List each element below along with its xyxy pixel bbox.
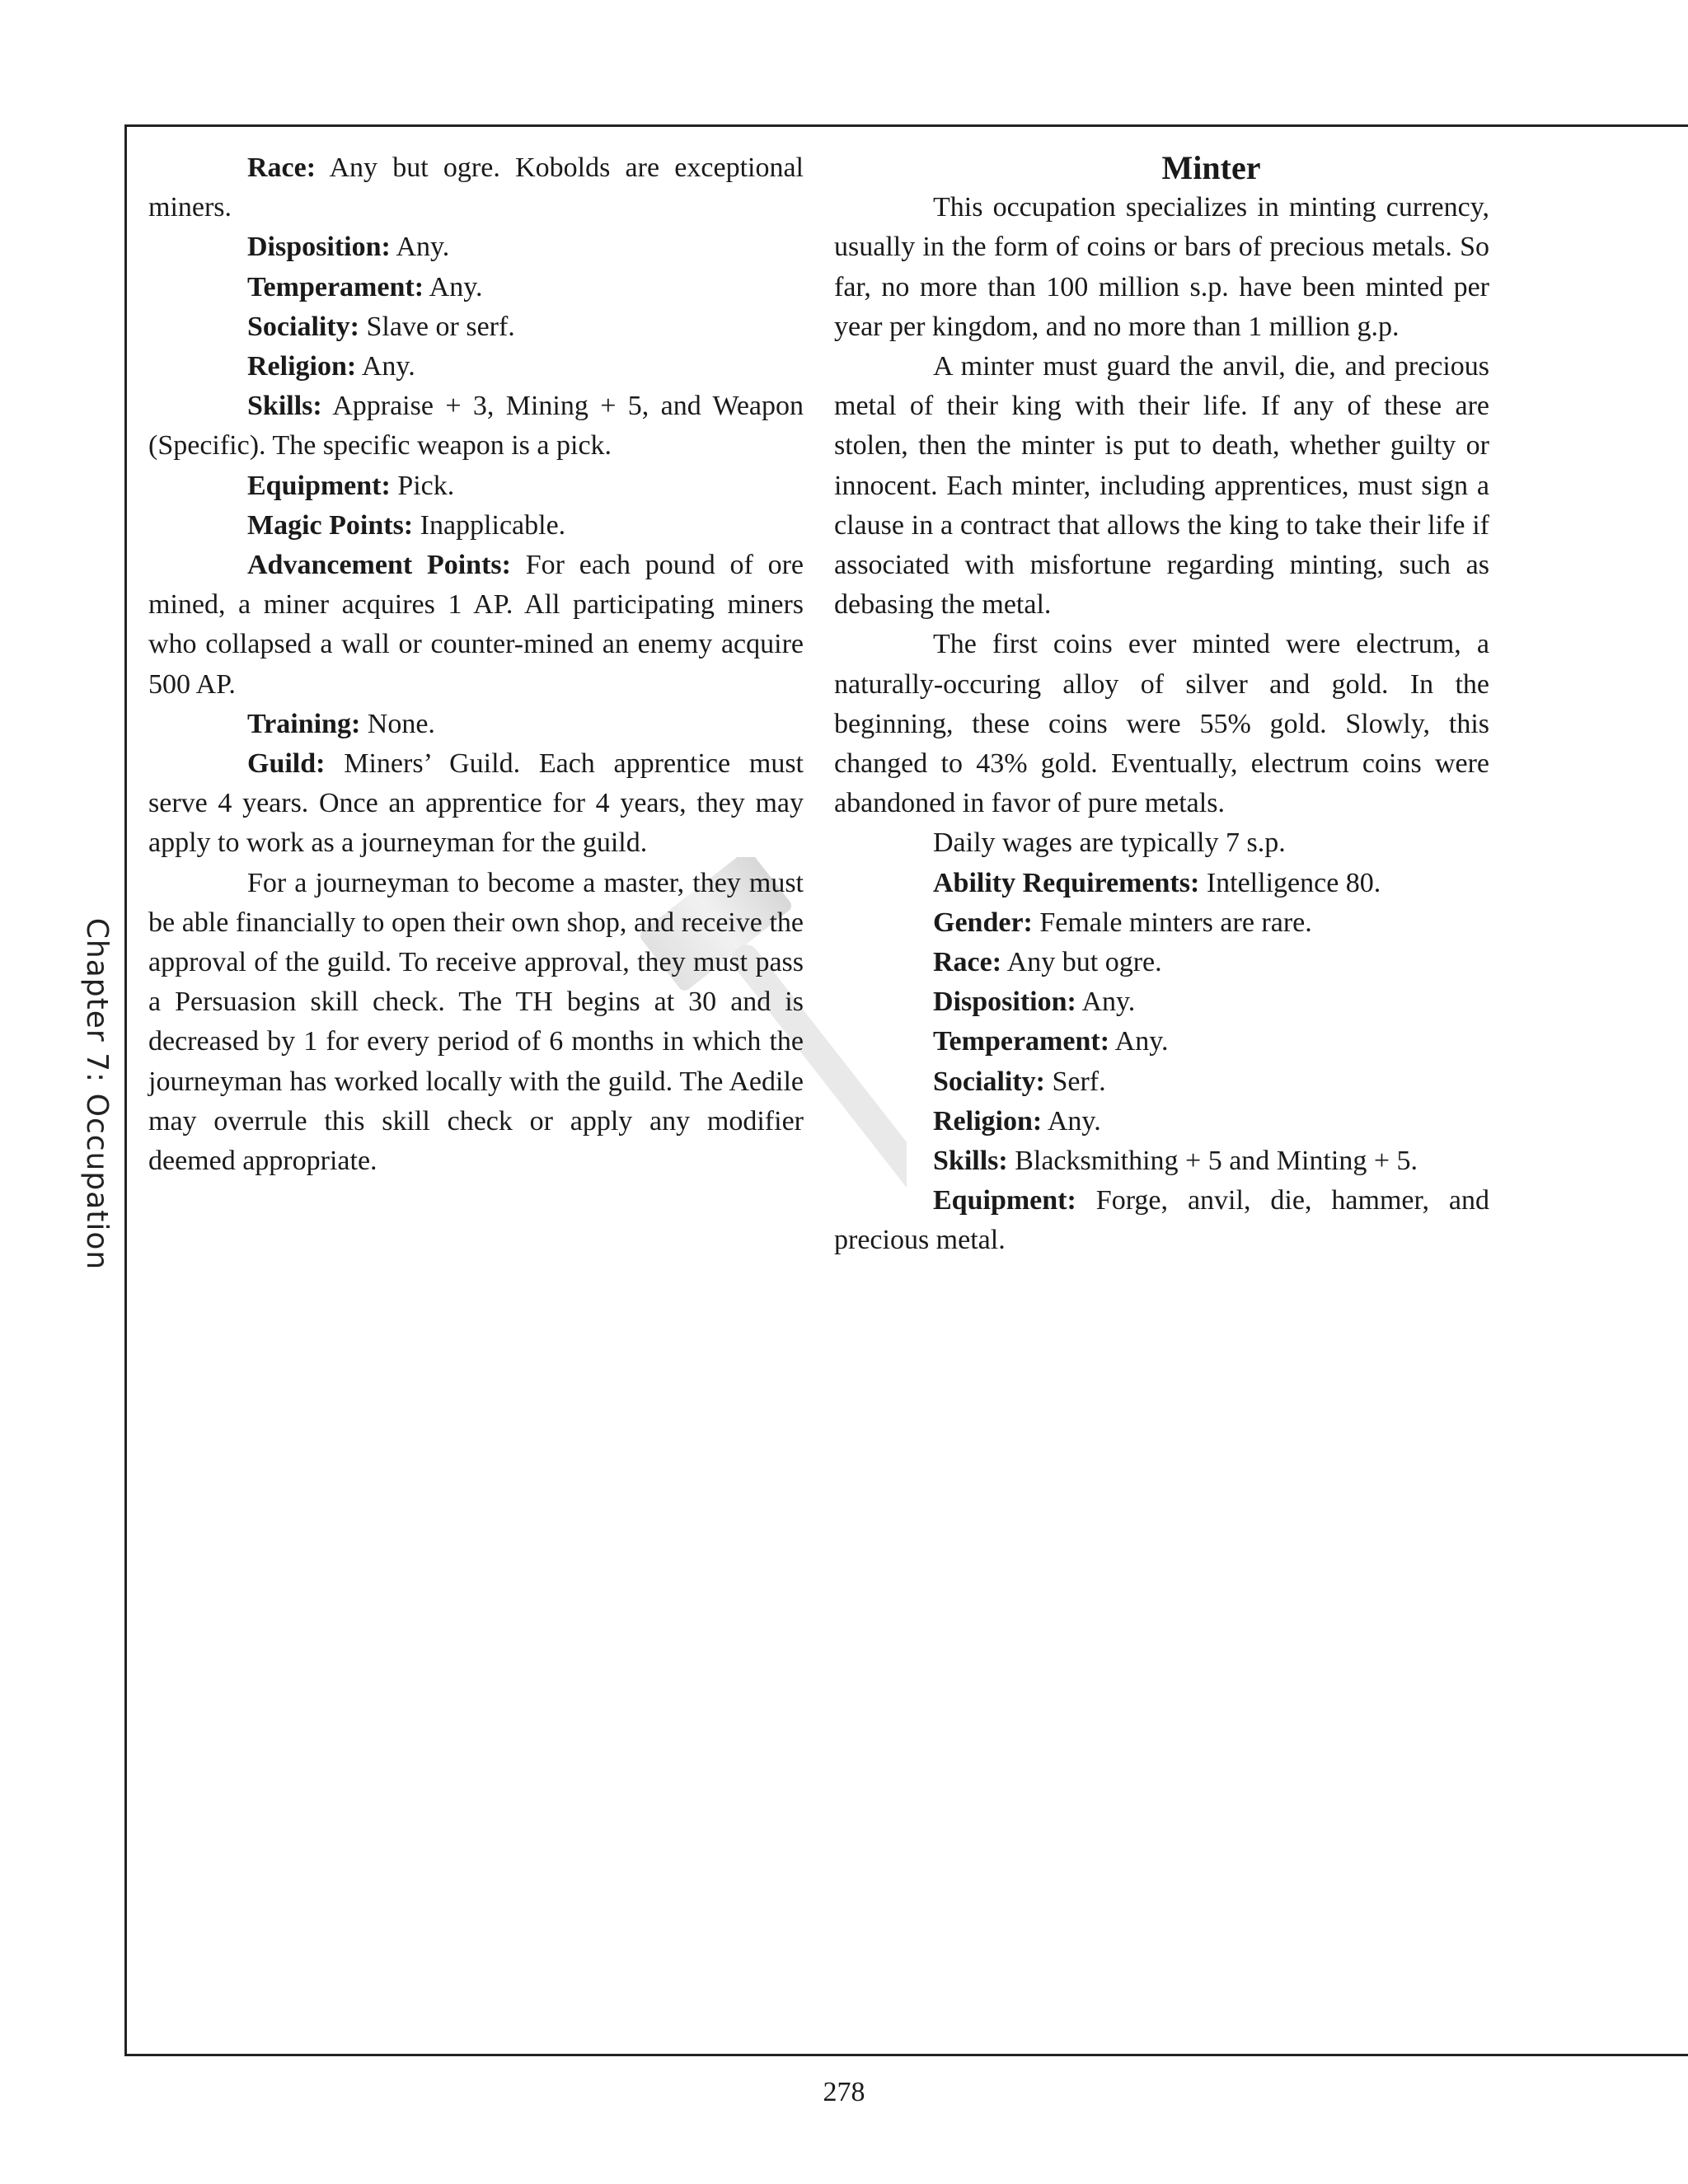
entry-religion: Religion: Any. <box>933 1105 1101 1137</box>
right-column <box>834 148 1489 1261</box>
entry-race: Race: Any but ogre. Kobolds are exceptional miners. <box>148 152 804 223</box>
paragraph-journeyman: For a journeyman to become a master, they must be able financially to open their own shop, and receive the approval of the guild. To receive approval, they must pass a Persuasion skill check. The TH begins at 30 and is decreased by 1 for every period of 6 months in which the journeyman has worked locally with the guild. The Aedile may overrule this skill check or apply any modifier deemed appropriate. <box>148 867 804 1177</box>
left-column <box>148 148 804 1181</box>
entry-religion: Religion: Any. <box>247 351 415 382</box>
entry-gender: Gender: Female minters are rare. <box>933 907 1312 938</box>
entry-training: Training: None. <box>247 708 435 739</box>
entry-temperament: Temperament: Any. <box>933 1026 1169 1057</box>
paragraph-wages: Daily wages are typically 7 s.p. <box>933 827 1286 859</box>
entry-guild: Guild: Miners’ Guild. Each apprentice must serve 4 years. Once an apprentice for 4 years, they may apply to work as a journeyman for the guild. <box>148 748 804 859</box>
page-number: 278 <box>823 2077 865 2107</box>
chapter-title: Chapter 7: Occupation <box>80 917 115 1270</box>
entry-temperament: Temperament: Any. <box>247 271 483 302</box>
entry-disposition: Disposition: Any. <box>933 987 1136 1018</box>
entry-sociality: Sociality: Serf. <box>933 1066 1106 1097</box>
paragraph-electrum: The first coins ever minted were electrum, a naturally-occuring alloy of silver and gold. In the beginning, these coins were 55% gold. Slowly, this changed to 43% gold. Eventually, electrum coins were abandoned in favor of pure metals. <box>834 629 1489 819</box>
entry-disposition: Disposition: Any. <box>247 232 450 263</box>
paragraph-guard: A minter must guard the anvil, die, and precious metal of their king with their life. If any of these are stolen, then the minter is put to death, whether guilty or innocent. Each minter, including apprentices, must sign a clause in a contract that allows the king to take their life if associated with misfortune regarding minting, such as debasing the metal. <box>834 351 1489 621</box>
entry-sociality: Sociality: Slave or serf. <box>247 311 515 342</box>
entry-race: Race: Any but ogre. <box>933 947 1162 978</box>
entry-advancement-points: Advancement Points: For each pound of ore mined, a miner acquires 1 AP. All participating miners who collapsed a wall or counter-mined an enemy acquire 500 AP. <box>148 550 804 700</box>
entry-ability-requirements: Ability Requirements: Intelligence 80. <box>933 867 1381 898</box>
paragraph-intro: This occupation specializes in minting currency, usually in the form of coins or bars of precious metals. So far, no more than 100 million s.p. have been minted per year per kingdom, and no more than 1 million g.p. <box>834 192 1489 342</box>
entry-skills: Skills: Blacksmithing + 5 and Minting + 5. <box>933 1146 1418 1177</box>
entry-equipment: Equipment: Pick. <box>247 470 455 501</box>
entry-skills: Skills: Appraise + 3, Mining + 5, and Weapon (Specific). The specific weapon is a pick. <box>148 391 804 462</box>
entry-magic-points: Magic Points: Inapplicable. <box>247 509 566 541</box>
entry-equipment: Equipment: Forge, anvil, die, hammer, and precious metal. <box>834 1185 1490 1256</box>
chapter-side-header <box>73 904 122 1283</box>
section-heading: Minter <box>1161 149 1261 186</box>
